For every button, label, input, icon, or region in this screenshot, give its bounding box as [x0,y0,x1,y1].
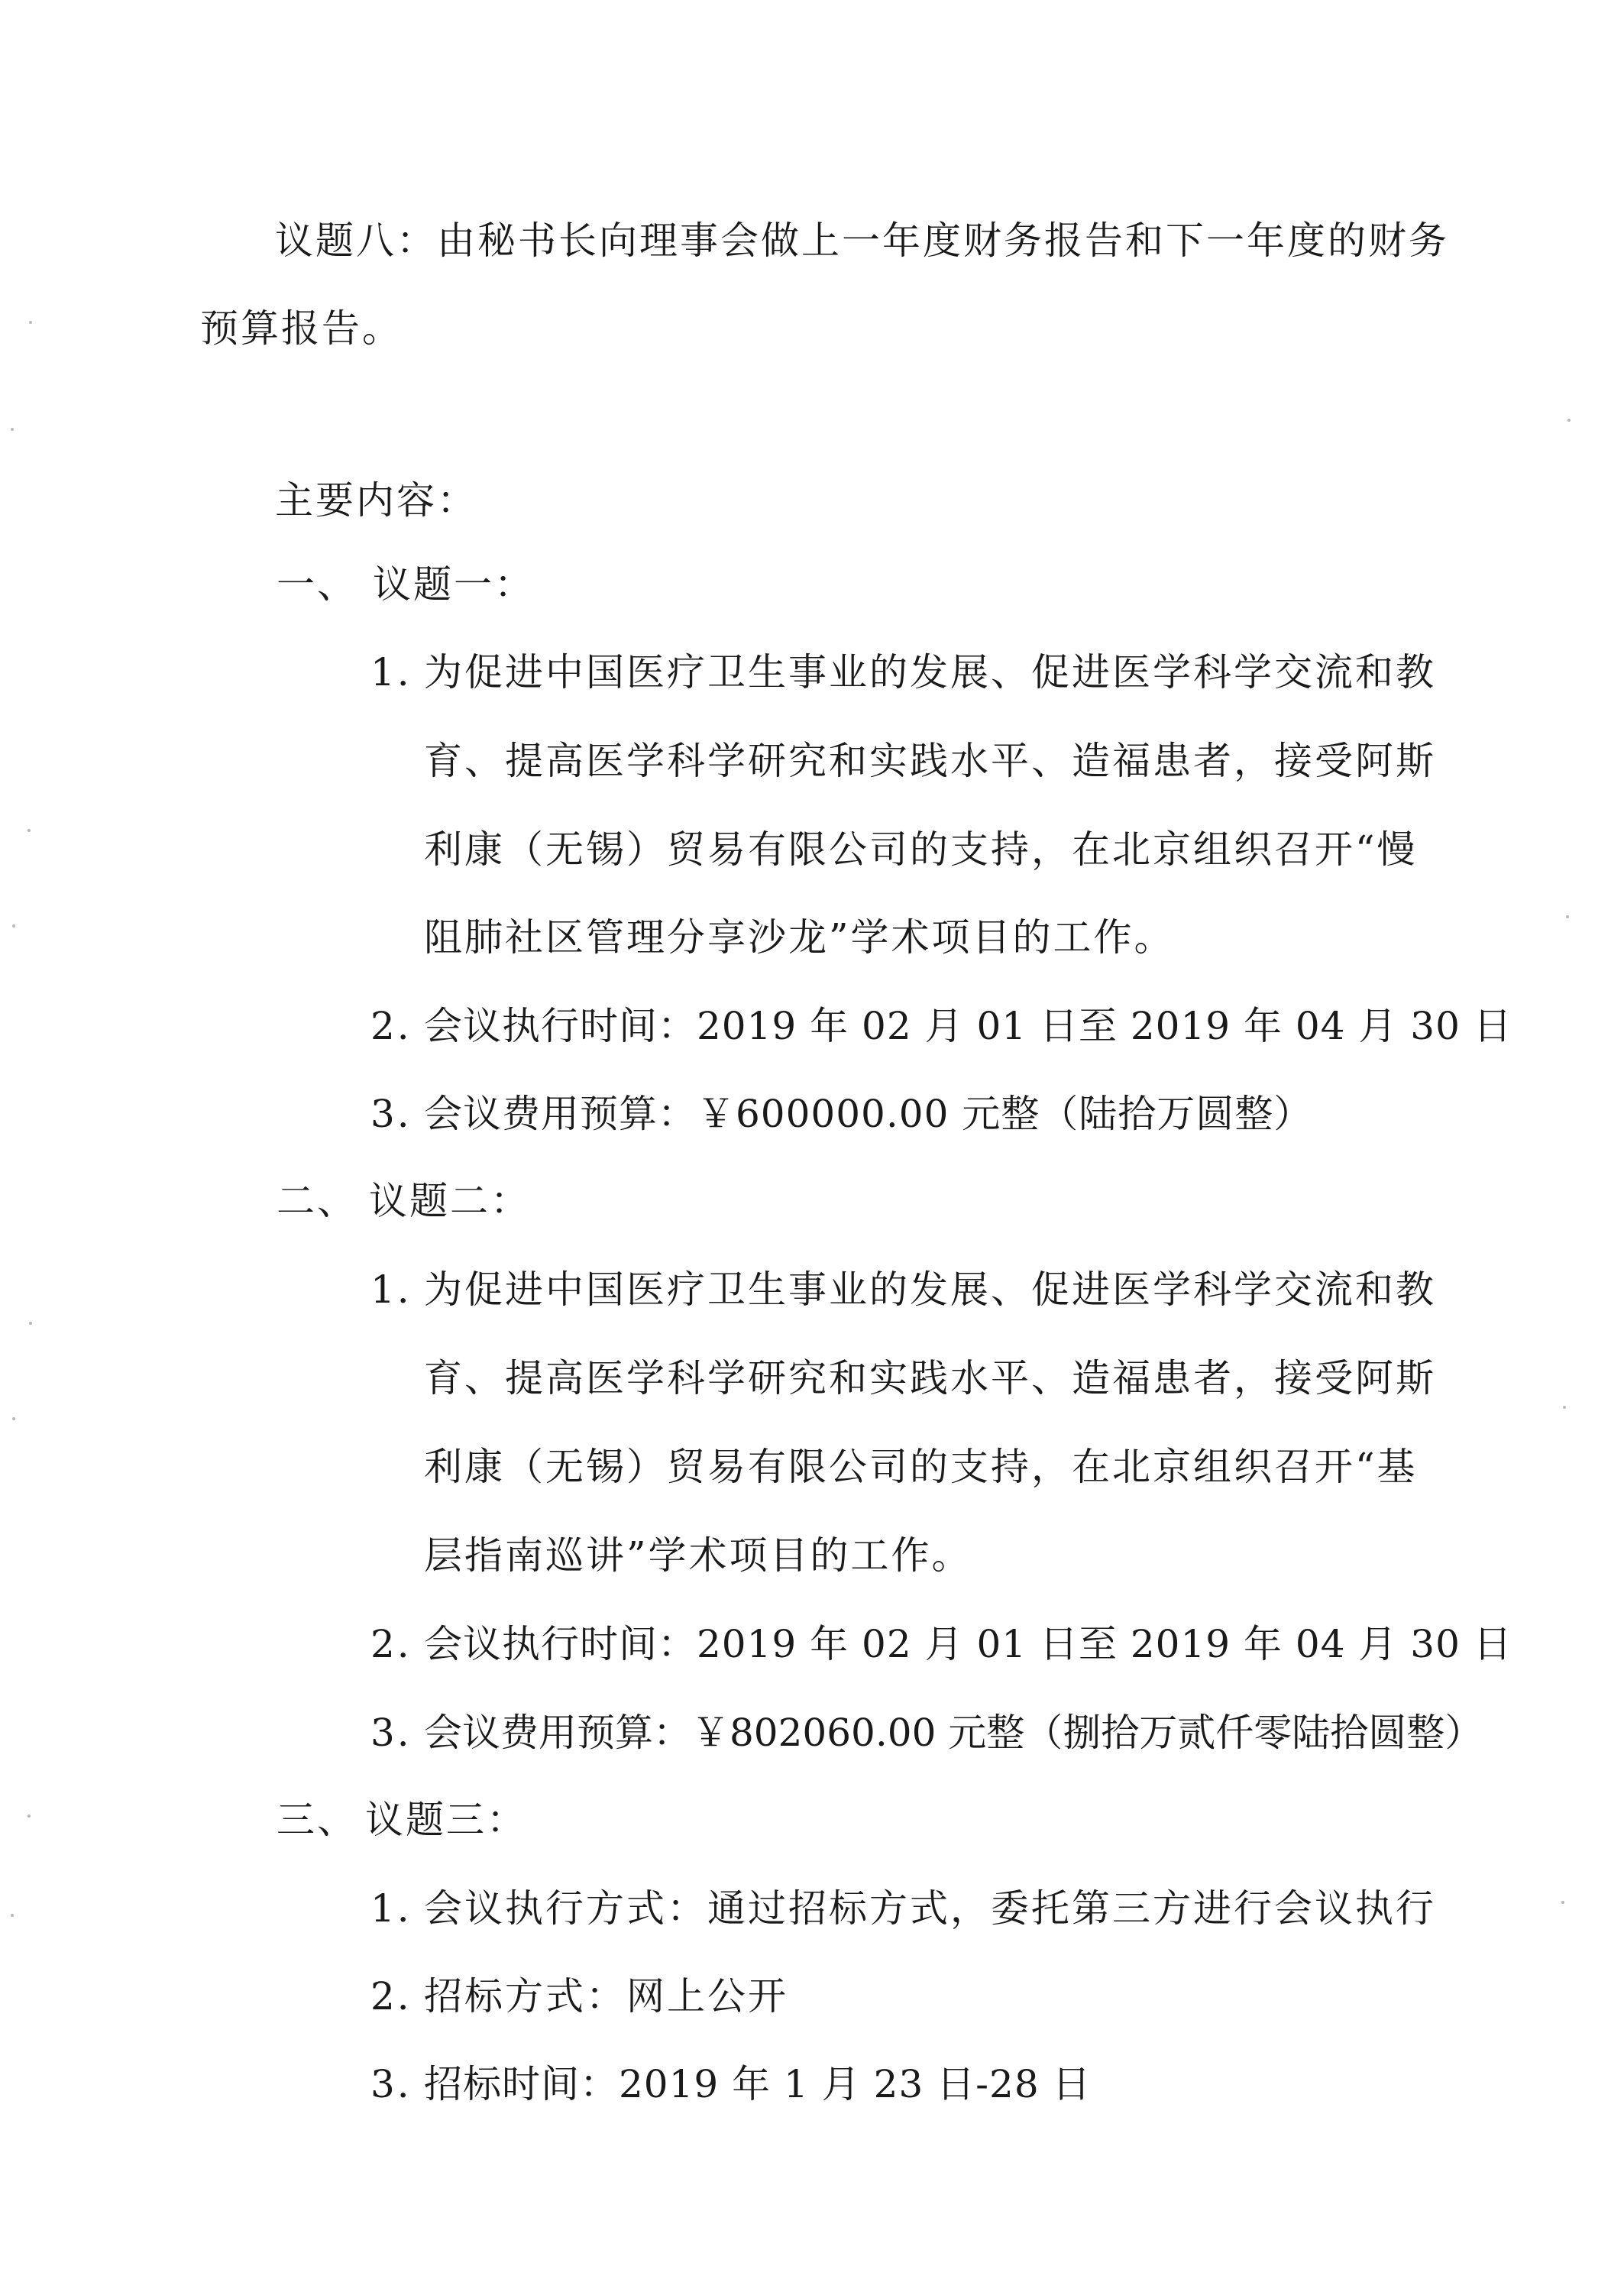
section-3-item-1-num: 1. [370,1886,412,1931]
section-2-item-1-line-4: 层指南巡讲”学术项目的工作。 [424,1533,972,1578]
section-3-title: 议题三： [365,1798,527,1842]
scan-speck [27,829,31,832]
section-2-marker: 二、 [277,1179,357,1223]
section-2-item-1-line-1: 为促进中国医疗卫生事业的发展、促进医学科学交流和教 [424,1267,1436,1312]
section-1-item-1-line-4: 阻肺社区管理分享沙龙”学术项目的工作。 [424,915,1175,960]
scan-speck [1561,1901,1564,1904]
section-1-item-1-line-2: 育、提高医学科学研究和实践水平、造福患者，接受阿斯 [424,739,1436,783]
scan-speck [29,1322,32,1325]
section-3-item-1-text: 会议执行方式：通过招标方式，委托第三方进行会议执行 [424,1886,1436,1931]
section-2-item-3-num: 3. [370,1711,412,1755]
scan-speck [12,924,15,927]
section-1-item-1-num: 1. [370,650,412,694]
scan-speck [27,1814,31,1818]
scan-speck [12,1417,15,1420]
section-1-item-3-text: 会议费用预算：￥600000.00 元整（陆拾万圆整） [424,1092,1313,1136]
scan-speck [11,1914,14,1917]
scan-speck [1566,915,1569,918]
section-1-item-1-line-1: 为促进中国医疗卫生事业的发展、促进医学科学交流和教 [424,650,1436,694]
section-2-item-2-num: 2. [370,1622,412,1666]
intro-line-1: 议题八：由秘书长向理事会做上一年度财务报告和下一年度的财务 [275,219,1449,263]
section-3-marker: 三、 [277,1798,357,1842]
section-2-item-1-line-2: 育、提高医学科学研究和实践水平、造福患者，接受阿斯 [424,1356,1436,1400]
section-2-item-1-num: 1. [370,1267,412,1312]
section-1-item-1-line-3: 利康（无锡）贸易有限公司的支持，在北京组织召开“慢 [424,827,1418,872]
section-1-item-2-text: 会议执行时间：2019 年 02 月 01 日至 2019 年 04 月 30 日 [424,1004,1512,1048]
main-heading: 主要内容： [275,478,477,523]
scan-speck [1563,1406,1566,1409]
section-1-item-3-num: 3. [370,1092,412,1136]
scan-speck [29,321,32,324]
section-1-marker: 一、 [277,562,357,607]
scan-speck [1567,419,1571,422]
intro-line-2: 预算报告。 [200,306,403,351]
section-2-title: 议题二： [369,1179,531,1223]
section-2-item-2-text: 会议执行时间：2019 年 02 月 01 日至 2019 年 04 月 30 日 [424,1622,1512,1666]
section-1-title: 议题一： [373,562,535,607]
section-3-item-2-num: 2. [370,1974,412,2018]
section-3-item-3-num: 3. [370,2062,412,2106]
section-2-item-3-text: 会议费用预算：￥802060.00 元整（捌拾万贰仟零陆拾圆整） [424,1711,1483,1755]
section-1-item-2-num: 2. [370,1004,412,1048]
section-3-item-3-text: 招标时间：2019 年 1 月 23 日-28 日 [424,2062,1092,2106]
section-3-item-2-text: 招标方式：网上公开 [424,1974,788,2018]
section-2-item-1-line-3: 利康（无锡）贸易有限公司的支持，在北京组织召开“基 [424,1445,1418,1489]
scan-speck [11,428,14,431]
